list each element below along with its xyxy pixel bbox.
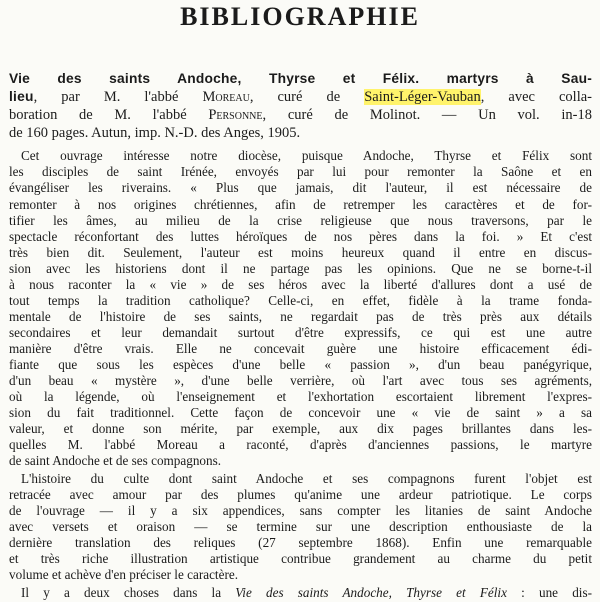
body-line: avec versets et oraison — se termine sur une description enthousiaste de la — [9, 519, 592, 534]
book-title-cont: lieu — [9, 89, 34, 104]
entry-line-2 — [9, 88, 592, 106]
entry-line-4: de 160 pages. Autun, imp. N.-D. des Anges, 1905. — [9, 125, 301, 141]
body-line: très bien dit. Seulement, l'auteur est moins heureux quand il entre en discus- — [9, 245, 592, 260]
body-line: évangéliser les riverains. « Plus que jamais, dit l'auteur, il est nécessaire de — [9, 180, 592, 195]
body-line: à nous raconter la « vie » de ses héros avec la liberté d'allures dont a usé de — [9, 277, 592, 292]
entry-line-1 — [9, 70, 592, 88]
body-line: mentale de l'histoire de ses saints, ne regardait pas de très près aux détails — [9, 309, 592, 324]
body-line: remonter à nos origines chrétiennes, afin de retremper les caractères et de for- — [9, 197, 592, 212]
body-line: secondaires et leur demandait surtout d'être expressifs, ce qui est une autre — [9, 325, 592, 340]
entry-text: , curé de — [249, 89, 365, 105]
body-line: fiante que sous les espèces d'une belle « passion », d'un beau panégyrique, — [9, 357, 592, 372]
entry-line-3 — [9, 106, 592, 124]
body-line: L'histoire du culte dont saint Andoche et ses compagnons furent l'objet est — [21, 471, 592, 486]
book-title: Vie des saints Andoche, Thyrse et Félix. martyrs à Sau- — [9, 71, 592, 86]
body-line: Cet ouvrage intéresse notre diocèse, puisque Andoche, Thyrse et Félix sont — [21, 148, 592, 163]
body-line: spectacle réconfortant des luttes héroïques de nos pères dans la foi. » Et c'est — [9, 229, 592, 244]
entry-text: , curé de Molinot. — Un vol. in-18 — [262, 107, 592, 123]
body-line: de saint Andoche et de ses compagnons. — [9, 453, 222, 468]
body-line: retracée avec amour par des plumes qu'anime une ardeur patriotique. Le corps — [9, 487, 592, 502]
body-line: les disciples de saint Irénée, envoyés par lui pour remonter la Saône et en — [9, 164, 592, 179]
body-line: d'un beau « mystère », d'une belle verrière, où l'art avec tous ses agréments, — [9, 373, 592, 388]
book-title-italic: Vie des saints Andoche, Thyrse et Félix — [235, 585, 507, 600]
section-heading: BIBLIOGRAPHIE — [180, 2, 420, 31]
body-line: dernière translation des reliques (27 septembre 1868). Enfin une remarquable — [9, 535, 592, 550]
entry-text: , par M. l'abbé — [33, 89, 203, 105]
body-line: manière d'être vrais. Elle ne concevait guère une histoire efficacement édi- — [9, 341, 592, 356]
final-text: : une dis- — [506, 585, 592, 600]
body-line: sion avec les historiens dont il ne partage pas les opinions. Que ne se borne-t-il — [9, 261, 592, 276]
final-line-1 — [9, 584, 592, 602]
body-line: valeur, et donne son mérite, par exemple, aux dix pages brillantes dans les- — [9, 421, 592, 436]
body-line: de l'ouvrage — il y a six appendices, sans compter les litanies de saint Andoche — [9, 503, 592, 518]
body-line: quelles M. l'abbé Moreau a raconté, d'après d'anciennes passions, le martyre — [9, 437, 592, 452]
entry-text: , avec colla- — [480, 89, 592, 105]
collaborator-name: Personne — [208, 107, 263, 123]
final-text: Il y a deux choses dans la — [21, 585, 236, 600]
highlighted-place: Saint-Léger-Vauban — [364, 89, 481, 105]
body-line: sion du fait traditionnel. Cette façon de concevoir une « vie de saint » a sa — [9, 405, 592, 420]
author-name: Moreau — [202, 89, 250, 105]
body-line: et très riche illustration artistique contribue grandement au charme du petit — [9, 551, 592, 566]
body-line: volume et achève d'en préciser le caractère. — [9, 567, 238, 582]
body-line: tifier les âmes, au milieu de la crise religieuse que nous traversons, par le — [9, 213, 592, 228]
entry-text: boration de M. l'abbé — [9, 107, 209, 123]
body-line: tout temps la tradition catholique? Celle-ci, en effet, fidèle à la trame fonda- — [9, 293, 592, 308]
body-line: où la légende, où l'enseignement et l'exhortation escortaient librement l'expres- — [9, 389, 592, 404]
